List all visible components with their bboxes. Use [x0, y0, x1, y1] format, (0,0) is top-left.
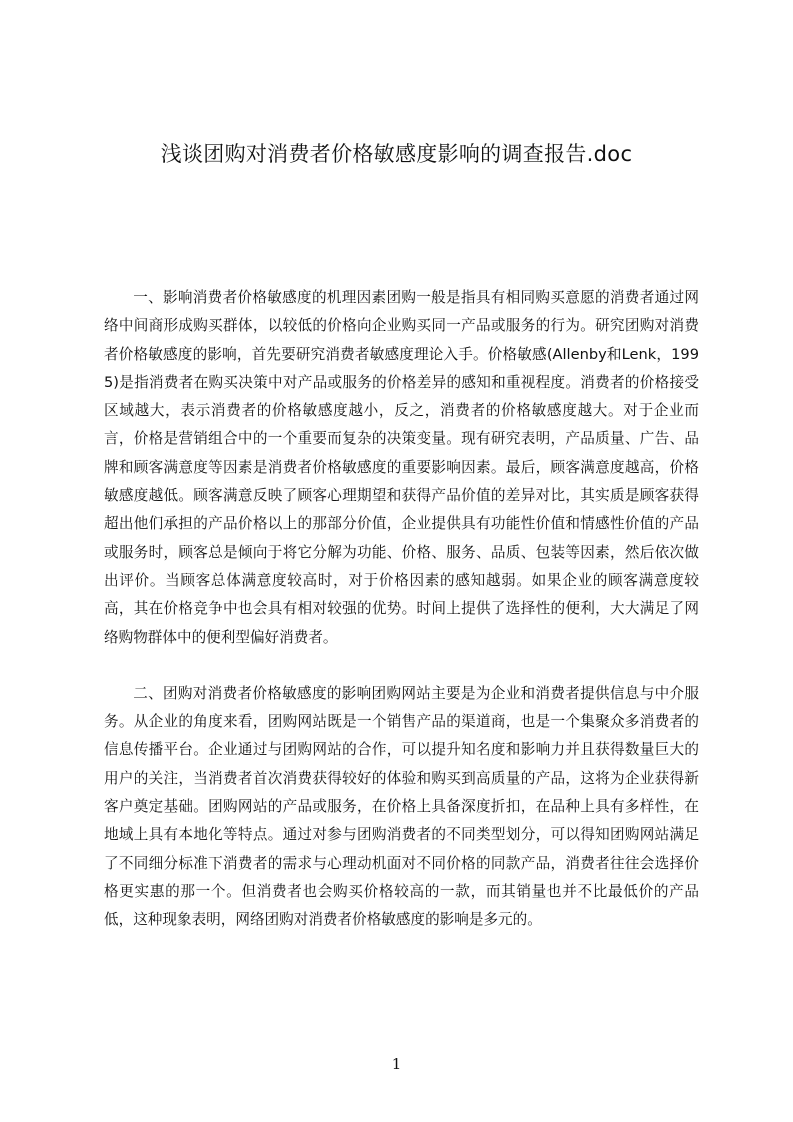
paragraph-2: 二、团购对消费者价格敏感度的影响团购网站主要是为企业和消费者提供信息与中介服务。从企业的角度来看，团购网站既是一个销售产品的渠道商，也是一个集聚众多消费者的信息传播平台。企业通过与团购网站的合作，可以提升知名度和影响力并且获得数量巨大的用户的关注，当消费者首次消费获得较好的体验和购买到高质量的产品，这将为企业获得新客户奠定基础。团购网站的产品或服务，在价格上具备深度折扣，在品种上具有多样性，在地域上具有本地化等特点。通过对参与团购消费者的不同类型划分，可以得知团购网站满足了不同细分标准下消费者的需求与心理动机面对不同价格的同款产品，消费者往往会选择价格更实惠的那一个。但消费者也会购买价格较高的一款，而其销量也并不比最低价的产品低，这种现象表明，网络团购对消费者价格敏感度的影响是多元的。 [104, 684, 699, 929]
paragraph-1: 一、影响消费者价格敏感度的机理因素团购一般是指具有相同购买意愿的消费者通过网络中间商形成购买群体，以较低的价格向企业购买同一产品或服务的行为。研究团购对消费者价格敏感度的影响，首先要研究消费者敏感度理论入手。价格敏感(Allenby和Lenk，1995)是指消费者在购买决策中对产品或服务的价格差异的感知和重视程度。消费者的价格接受区域越大，表示消费者的价格敏感度越小，反之，消费者的价格敏感度越大。对于企业而言，价格是营销组合中的一个重要而复杂的决策变量。现有研究表明，产品质量、广告、品牌和顾客满意度等因素是消费者价格敏感度的重要影响因素。最后，顾客满意度越高，价格敏感度越低。顾客满意反映了顾客心理期望和获得产品价值的差异对比，其实质是顾客获得超出他们承担的产品价格以上的那部分价值，企业提供具有功能性价值和情感性价值的产品或服务时，顾客总是倾向于将它分解为功能、价格、服务、品质、包装等因素，然后依次做出评价。当顾客总体满意度较高时，对于价格因素的感知越弱。如果企业的顾客满意度较高，其在价格竞争中也会具有相对较强的优势。时间上提供了选择性的便利，大大满足了网络购物群体中的便利型偏好消费者。 [104, 289, 699, 646]
document-title: 浅谈团购对消费者价格敏感度影响的调查报告.doc [160, 142, 633, 166]
document-body [104, 284, 699, 935]
page-number: 1 [391, 1055, 402, 1073]
